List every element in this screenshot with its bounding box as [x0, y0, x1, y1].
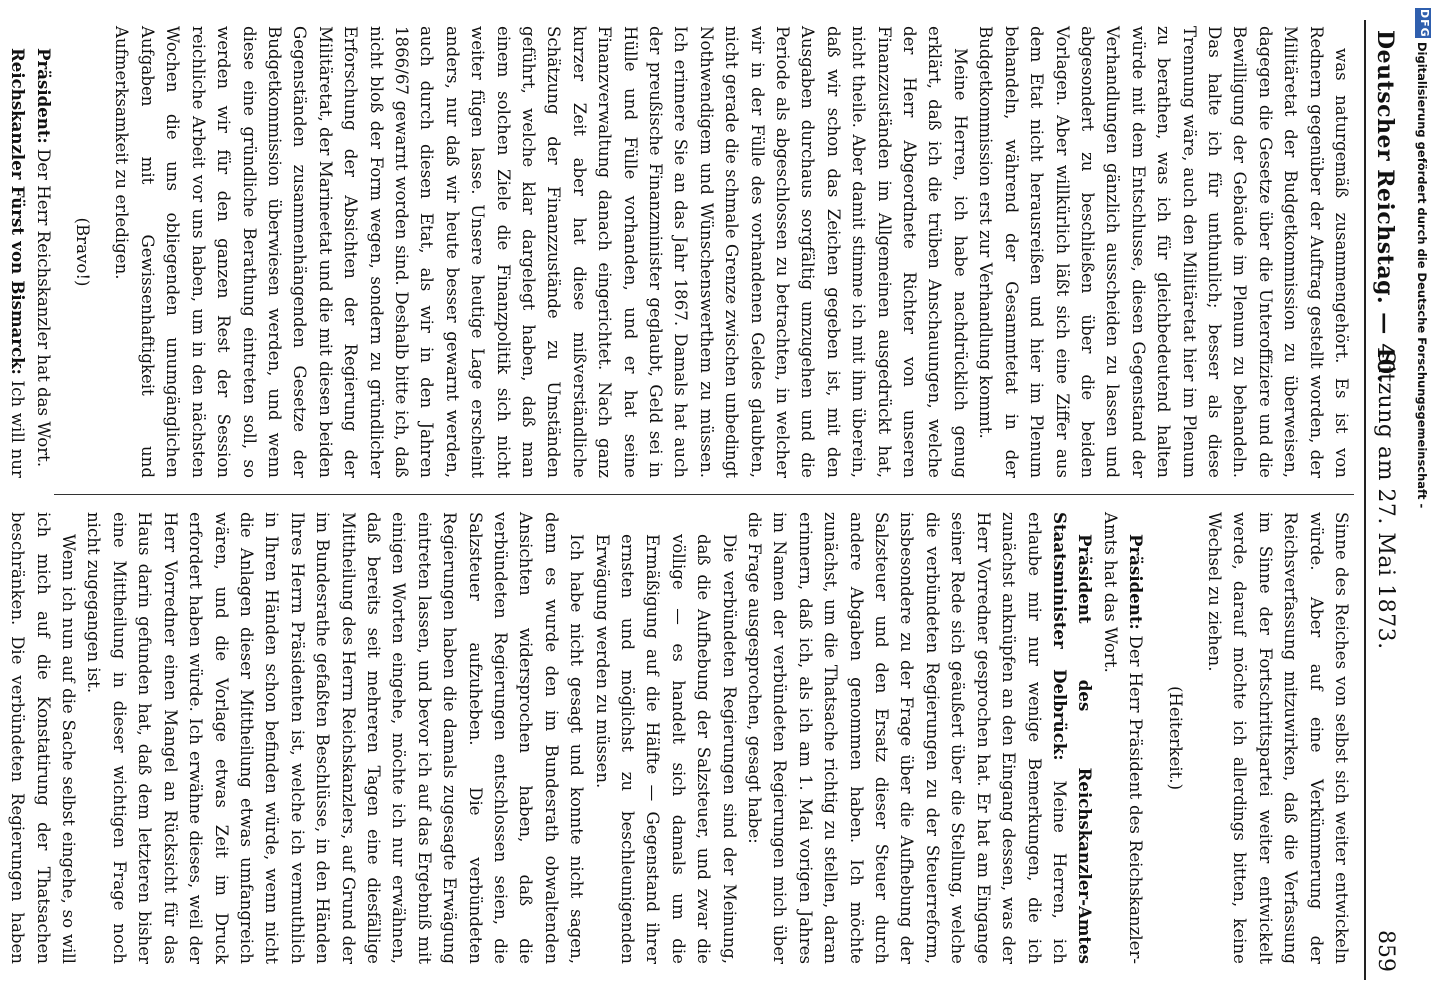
running-header — [1364, 20, 1406, 980]
speech-paragraph — [30, 26, 55, 478]
stage-direction: (Bravo!) — [73, 217, 93, 287]
speaker-name: Präsident des Reichskanzler-Amtes Staatsminister Delbrück: — [1049, 512, 1096, 964]
speech-text: Ich will nur — [8, 380, 28, 478]
column-divider — [54, 494, 1354, 495]
page-number: 859 — [1373, 930, 1398, 972]
body-paragraph: Meine Herren, ich habe nachdrücklich genug erklärt, daß ich die trüben Anschauungen, welche der Herr Abgeordnete Richter von unseren Finanzzuständen im Allgemeinen ausgedrückt hat, nicht theile. Aber damit stimme ich mit ihm überein, daß wir schon das Zeichen gegeben ist, mit den Ausgaben durchaus sorgfältig umzugehen und die Periode als abgeschlossen zu betrachten, in welcher wir in der Fülle des vorhandenen Geldes glaubten, nicht gerade die schmale Grenze zwischen unbedingt Nothwendigem und Wünschenswerthem zu müssen. Ich erinnere Sie an das Jahr 1867. Damals hat auch der preußische Finanzminister geglaubt, Geld sei in Hülle und Fülle vorhanden, und er hat seine Finanzverwaltung danach eingerichtet. Nach ganz kurzer Zeit aber hat diese mißverständliche Schätzung der Finanzzustände zu Umständen geführt, welche klar dargelegt haben, daß man einem solchen Ziele die Finanzpolitik sich nicht weiter fügen lasse. Unsere heutige Lage erscheint anders, nur daß wir heute besser gewarnt werden, auch durch diesen Etat, als wir in den Jahren 1866/67 gewarnt worden sind. Deshalb bitte ich, daß nicht bloß der Form wegen, sondern zu gründlicher Erforschung der Absichten der Regierung der Militäretat, der Marineetat und die mit diesen beiden Gegenständen zusammenhängenden Gesetze der Budgetkommission überwiesen werden, und wenn diese eine gründliche Berathung eintreten soll, so werden wir für den ganzen Rest der Session reichliche Arbeit vor uns haben, um in den nächsten Wochen die uns obliegenden unumgänglichen Aufgaben mit Gewissenhaftigkeit und Aufmerksamkeit zu erledigen. — [112, 26, 970, 478]
body-paragraph: was naturgemäß zusammengehört. Es ist von Rednern gegenüber der Auftrag gestellt worden, der Militäretat der Budgetkommission zu überweisen, dagegen die Gesetze über die Unteroffiziere und die Bewilligung der Gebäude im Plenum zu behandeln. Das halte ich für unthunlich; besser als diese Trennung wäre, auch den Militäretat hier im Plenum zu berathen, was ich für gleichbedeutend halten würde mit dem Entschlusse, diesen Gegenstand der Verhandlungen gänzlich ausscheiden zu lassen und abgesondert zu beschließen über die beiden Vorlagen. Aber willkürlich läßt sich eine Ziffer aus dem Etat nicht herausreißen und hier im Plenum behandeln, während der Gesammtetat in der Budgetkommission erst zur Verhandlung kommt. — [976, 26, 1351, 478]
header-publication: Deutscher Reichstag. — 40. — [1372, 30, 1398, 383]
speech-paragraph — [1097, 512, 1148, 964]
dfg-footer-strip — [1414, 6, 1432, 996]
text-column-left — [8, 26, 1354, 478]
dfg-logo-badge — [1415, 8, 1431, 38]
speaker-name: Reichskanzler Fürst von Bismarck: — [8, 48, 29, 375]
dfg-badge-label: DFG — [1418, 9, 1431, 38]
speech-text: Meine Herren, ich erlaube mir nur wenige Bemerkungen, die ich zunächst anknüpfen an den Eingang dessen, was der Herr Vorredner gesprochen hat. Er hat am Eingange seiner Rede sich geäußert über die Stellung, welche die verbündeten Regierungen zu der Steuerreform, insbesondere zu der Frage über die Aufhebung der Salzsteuer und den Ersatz dieser Steuer durch andere Abgaben genommen haben. Ich möchte zunächst, um die Thatsache richtig zu stellen, daran erinnern, daß ich, als ich am 1. Mai vorigen Jahres im Namen der verbündeten Regierungen mich über die Frage ausgesprochen, gesagt habe: — [745, 512, 1069, 964]
speaker-name: Präsident: — [33, 48, 54, 144]
body-paragraph: Ich habe nicht gesagt und konnte nicht sagen, denn es wurde den im Bundesrath obwaltenden Ansichten widersprochen haben, daß die verbündeten Regierungen entschlossen seien, die Salzsteuer aufzuheben. Die verbündeten Regierungen haben die damals zugesagte Erwägung eintreten lassen, und bevor ich auf das Ergebniß mit einigen Worten eingehe, möchte ich nur erwähnen, daß bereits seit mehreren Tagen eine diesfällige Mittheilung des Herrn Reichskanzlers, auf Grund der im Bundesrathe gefaßten Beschlüsse, in den Händen Ihres Herrn Präsidenten ist, welche ich vermuthlich in Ihren Händen schon befinden würde, wenn nicht die Anlagen dieser Mittheilung etwas umfangreich wären, und die Vorlage etwas Zeit im Druck erfordert haben würde. Ich erwähne dieses, weil der Herr Vorredner einen Mangel an Rücksicht für das Haus darin gefunden hat, daß dem letzteren bisher eine Mittheilung in dieser wichtigen Frage noch nicht zugegangen ist. — [84, 512, 587, 964]
speech-paragraph — [742, 512, 1098, 964]
speech-text: Der Herr Präsident des Reichskanzler-Amts hat das Wort. — [1100, 512, 1146, 964]
text-column-right — [8, 512, 1354, 964]
speech-text: Der Herr Reichskanzler hat das Wort. — [33, 143, 53, 468]
body-paragraph: Sinne des Reiches von selbst sich weiter entwickeln würde. Aber auf eine Verkümmerung der Reichsverfassung mitzuwirken, daß die Verfassung im Sinne der Fortschrittspartei weiter entwickelt werde, darauf möchte ich allerdings bitten, keine Wechsel zu ziehen. — [1204, 512, 1351, 964]
header-session-date: Sitzung am 27. Mai 1873. — [1373, 350, 1398, 650]
dfg-funding-note: Digitalisierung gefördert durch die Deutsche Forschungsgemeinschaft - — [1415, 42, 1429, 509]
quoted-passage: Die verbündeten Regierungen sind der Meinung, daß die Aufhebung der Salzsteuer, und zwar die völlige — es handelt sich damals um die Ermäßigung auf die Hälfte — Gegenstand ihrer ernsten und möglichst zu beschleunigenden Erwägung werden zu müssen. — [592, 534, 739, 964]
printed-sheet — [8, 20, 1406, 980]
speech-paragraph — [0, 26, 30, 478]
stage-direction: (Heiterkeit.) — [1165, 685, 1185, 791]
body-paragraph: Wenn ich nun auf die Sache selbst eingehe, so will ich mich auf die Konstatirung der Thatsachen beschränken. Die verbündeten Regierungen haben — [8, 512, 79, 964]
speaker-name: Präsident: — [1126, 534, 1147, 630]
